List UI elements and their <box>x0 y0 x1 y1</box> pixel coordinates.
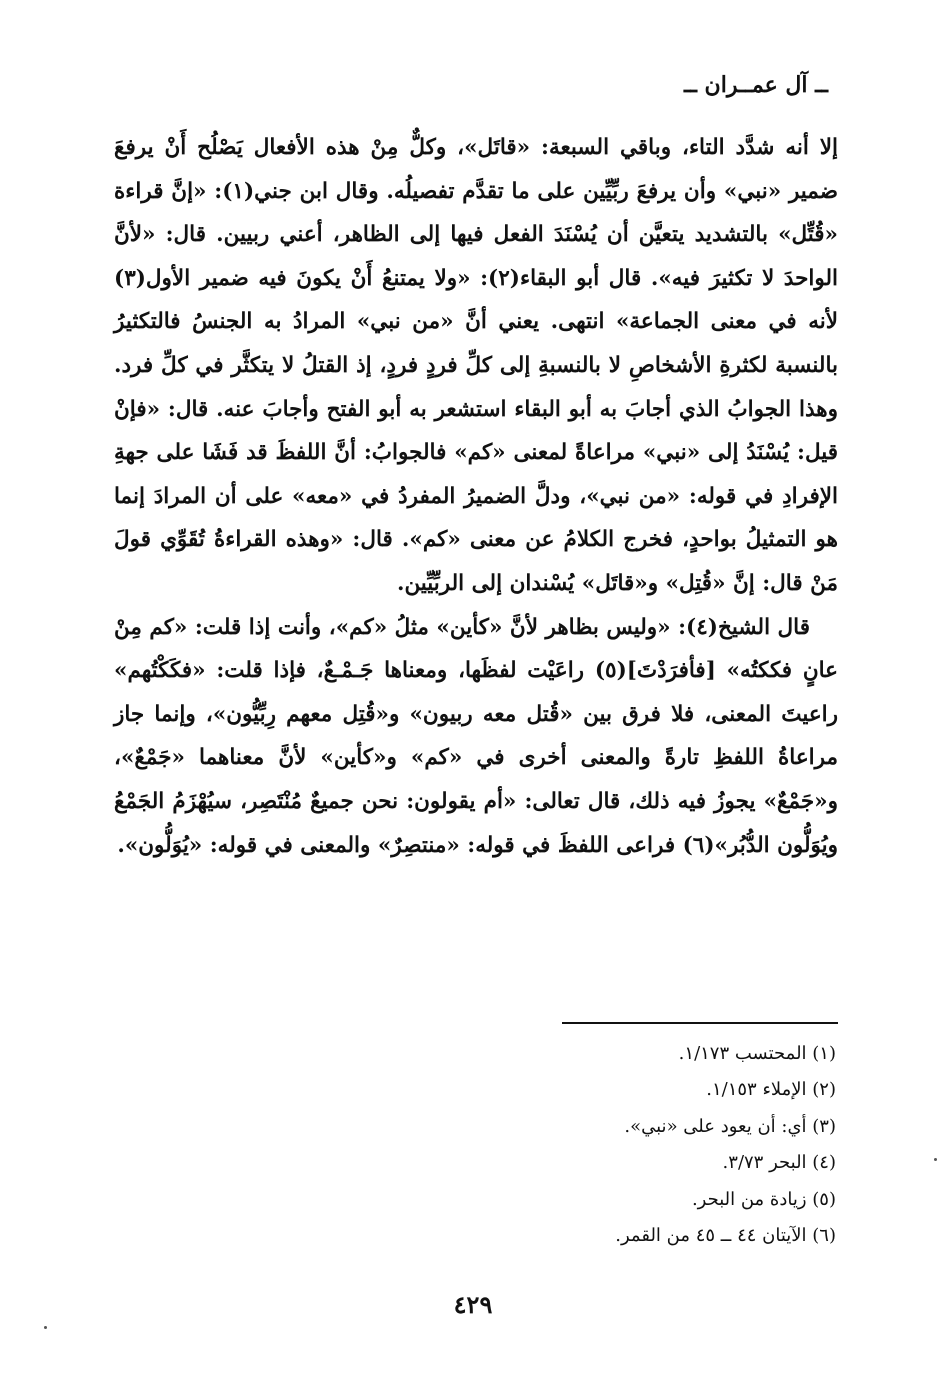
footnote-separator <box>562 1022 838 1024</box>
footnote-5: (٥) زيادة من البحر. <box>691 1188 836 1210</box>
paragraph-2: قال الشيخ(٤): «وليس بظاهر لأنَّ «كأين» مثلُ «كم»، وأنت إذا قلت: «كم مِنْ عانٍ فككتُه» [فأفرَدْتَ](٥) راعَيْت لفظَها، ومعناها جَـمْـعٌ، فإذا قلت: «فكَكْتُهم» راعيتَ المعنى، فلا فرق بين «قُتل معه ربيون» و«قُتِل معهم رِبِّيُّون»، وإنما جاز مراعاةُ اللفظِ تارةً والمعنى أخرى في «كم» و«كأين» لأنَّ معناهما «جَمْعٌ»، و«جَمْعٌ» يجوزُ فيه ذلك، قال تعالى: «أم يقولون: نحن جميعٌ مُنْتَصِر، سيُهْزَمُ الجَمْعُ ويُوَلُّون الدُّبُر»(٦) فراعى اللفظَ في قوله: «منتصِرٌ» والمعنى في قوله: «يُوَلُّون». <box>114 614 839 858</box>
footnote-6: (٦) الآيتان ٤٤ ــ ٤٥ من القمر. <box>615 1225 836 1247</box>
footnote-4: (٤) البحر ٣/٧٣. <box>722 1152 836 1174</box>
scan-speck <box>44 1326 47 1329</box>
running-head: ــ آل عمــران ــ <box>684 72 828 98</box>
page-number: ٤٢٩ <box>453 1290 493 1319</box>
footnotes <box>396 1036 836 1254</box>
footnote-1: (١) المحتسب ١/١٧٣. <box>678 1043 836 1064</box>
footnote-2: (٢) الإملاء ١/١٥٣. <box>706 1079 836 1101</box>
main-text <box>114 126 838 867</box>
paragraph-1: إلا أنه شدَّد التاء، وباقي السبعة: «قاتَل»، وكلٌّ مِنْ هذه الأفعال يَصْلُح أَنْ يرفعَ ضمير «نبي» وأن يرفعَ ربِّيِّين على ما تقدَّم تفصيلُه. وقال ابن جني(١): «إنَّ قراءة «قُتِّل» بالتشديد يتعيَّن أن يُسْنَدَ الفعل فيها إلى الظاهر، أعني ربيين. قال: «لأنَّ الواحدَ لا تكثيرَ فيه». قال أبو البقاء(٢): «ولا يمتنعُ أَنْ يكونَ فيه ضمير الأول(٣) لأنه في معنى الجماعة» انتهى. يعني أنَّ «من نبي» المرادُ به الجنسُ فالتكثيرُ بالنسبة لكثرةِ الأشخاصِ لا بالنسبةِ إلى كلِّ فردٍ فردٍ، إذ القتلُ لا يتكثَّر في كلِّ فرد. وهذا الجوابُ الذي أجابَ به أبو البقاء استشعر به أبو الفتح وأجابَ عنه. قال: «فإنْ قيل: يُسْنَدُ إلى «نبي» مراعاةً لمعنى «كم» فالجوابُ: أنَّ اللفظَ قد فَشَا على جهةِ الإفرادِ في قوله: «من نبي»، ودلَّ الضميرُ المفردُ في «معه» على أن المرادَ إنما هو التمثيلُ بواحدٍ، فخرج الكلامُ عن معنى «كم». قال: «وهذه القراءةُ تُقَوِّي قولَ مَنْ قال: إنَّ «قُتِل» و«قاتَل» يُسْندان إلى الربِّيِّين. <box>114 135 838 596</box>
scan-speck <box>934 1158 937 1161</box>
footnote-3: (٣) أي: أن يعود على «نبي». <box>624 1115 836 1137</box>
